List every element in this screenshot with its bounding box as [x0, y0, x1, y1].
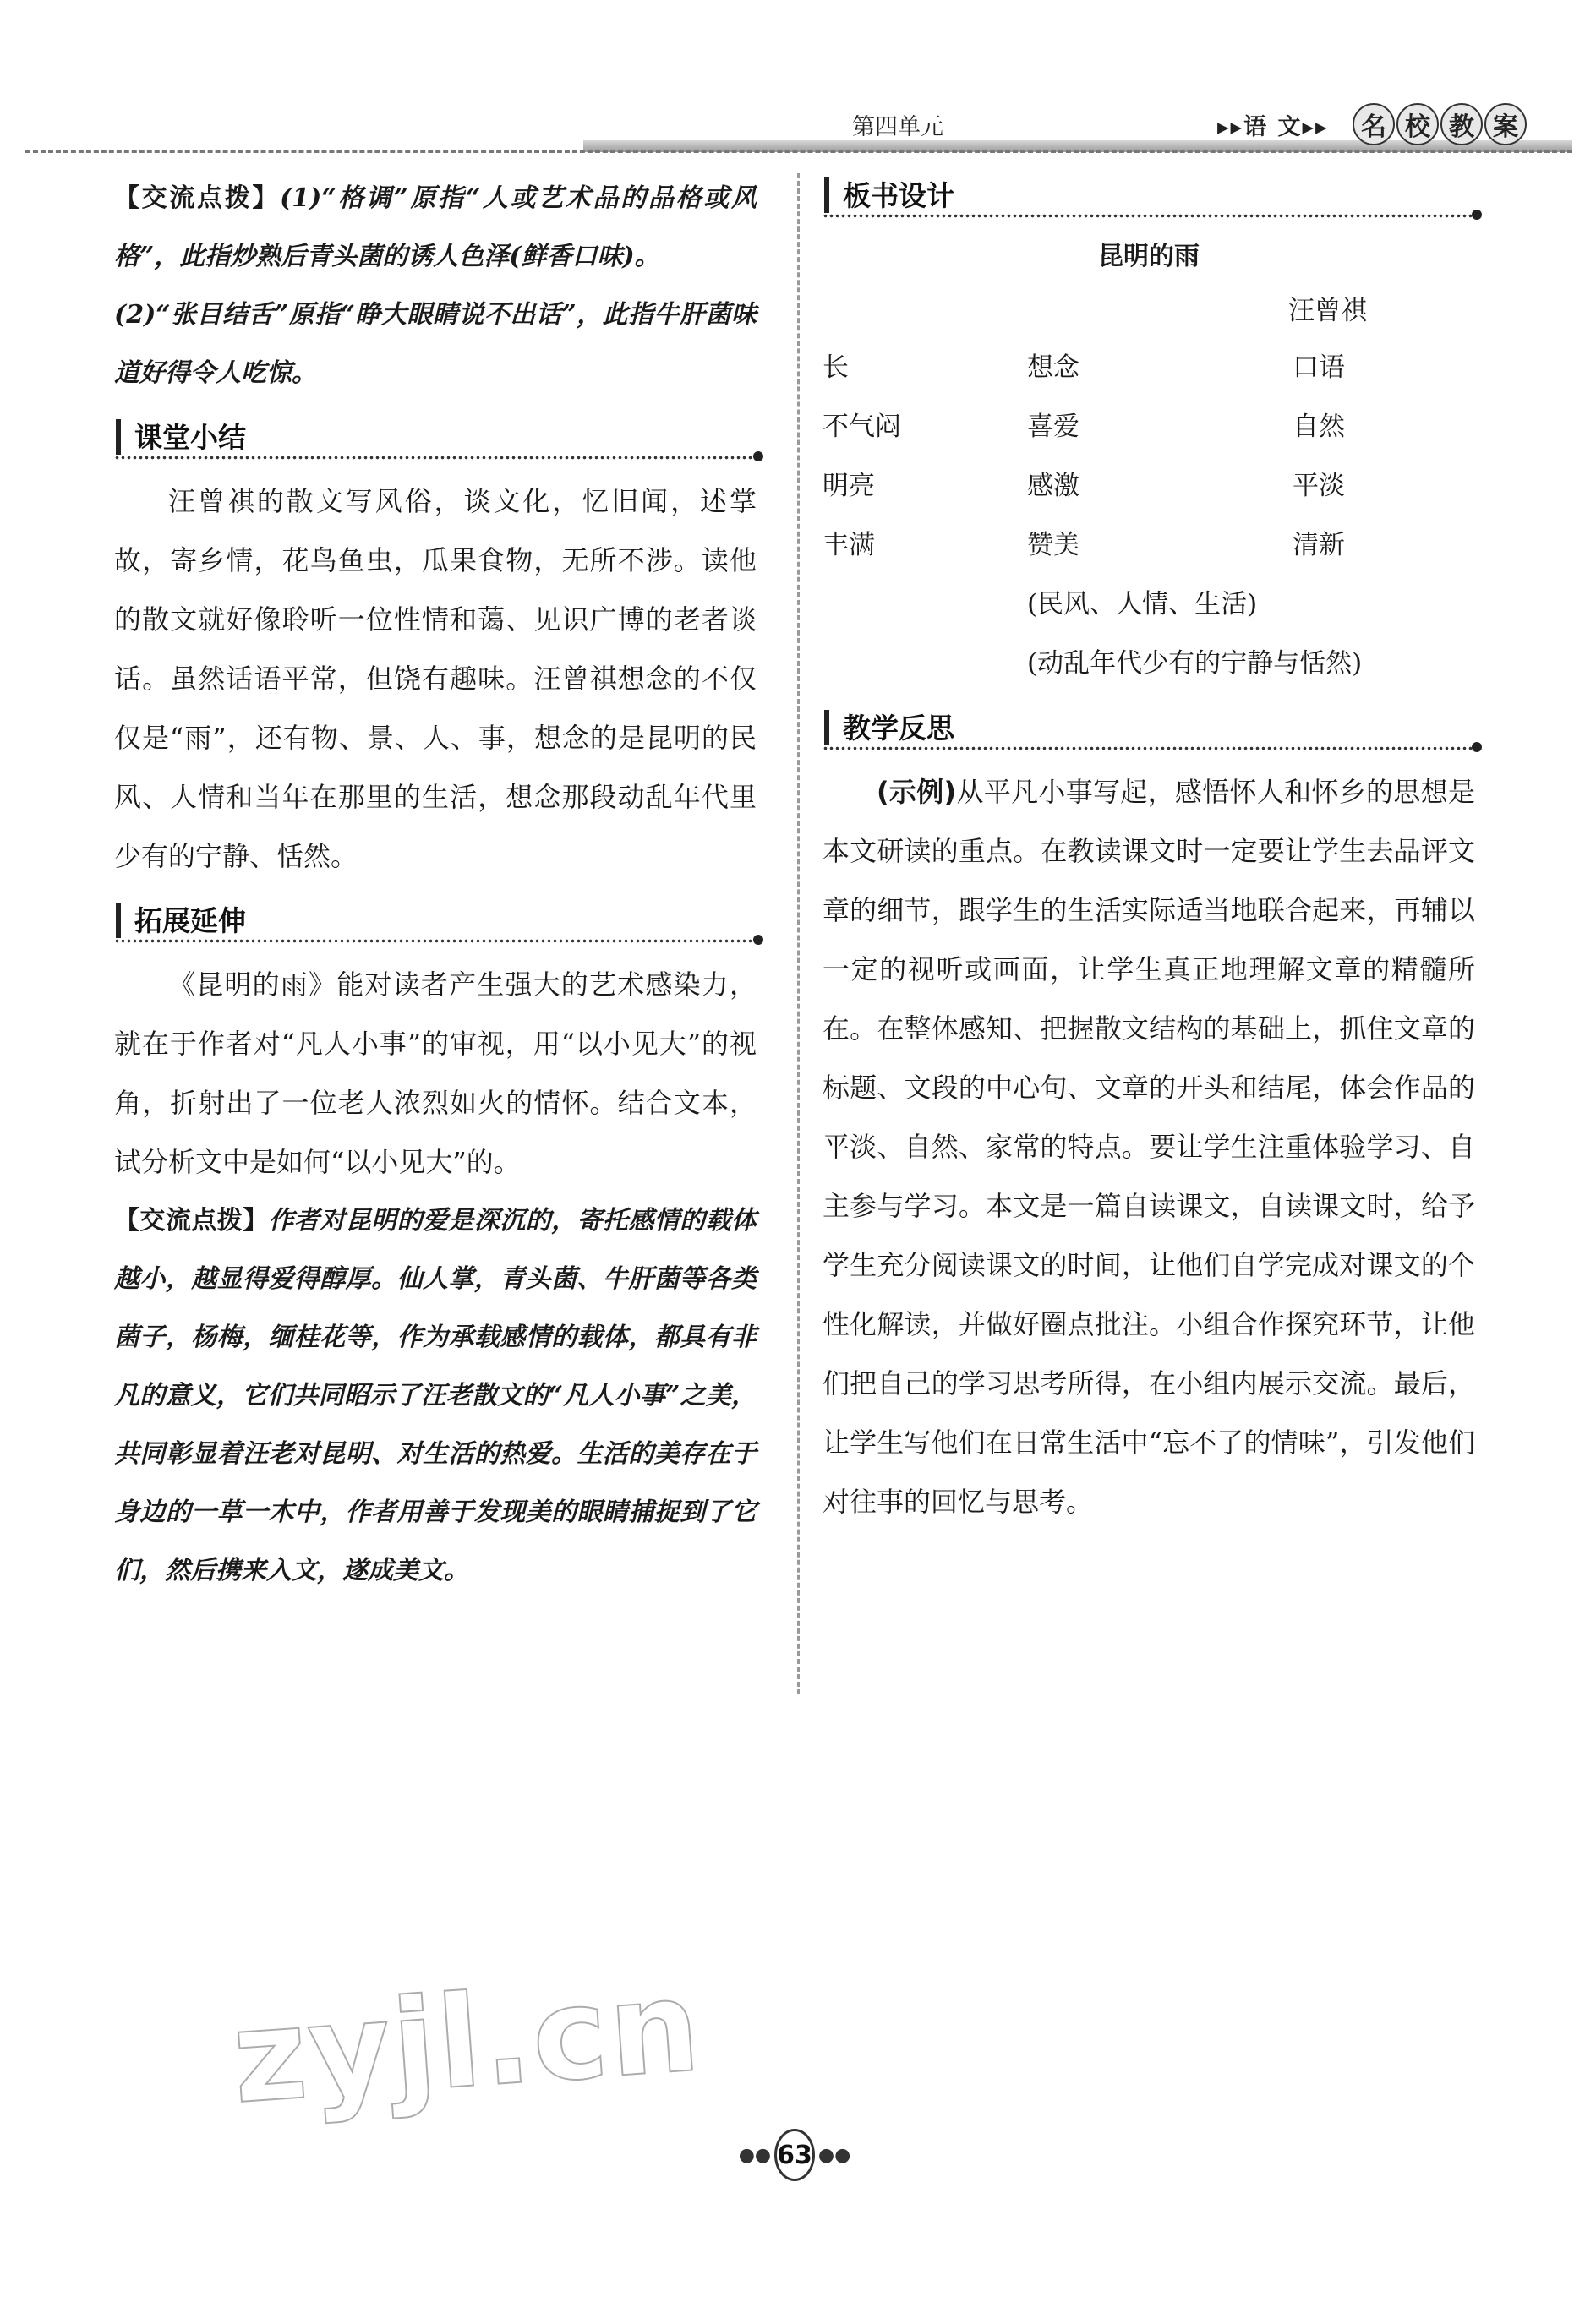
board-author: 汪曾祺: [1288, 296, 1367, 326]
tip-2: [114, 1192, 757, 1600]
section-dotted-line: [114, 455, 757, 461]
board-cell: 赞美: [1027, 530, 1079, 560]
section-extend-head: [114, 894, 757, 943]
section-reflect-title: 教学反思: [843, 712, 954, 745]
page-dots-right-icon: ●●: [817, 2144, 851, 2166]
page-number-badge: [738, 2125, 851, 2185]
board-cell: 感激: [1027, 471, 1079, 501]
right-column: [823, 169, 1475, 1531]
section-board-head: [823, 169, 1475, 218]
header-subject: ▸▸语 文▸▸: [1217, 114, 1329, 140]
section-summary-head: [114, 411, 757, 460]
page-dots-left-icon: ●●: [738, 2144, 772, 2166]
tip-2-text: 作者对昆明的爱是深沉的，寄托感情的载体越小，越显得爱得醇厚。仙人掌，青头菌、牛肝菌等各类菌子，杨梅，缅桂花等，作为承载感情的载体，都具有非凡的意义，它们共同昭示了汪老散文的“凡人小事”之美，共同彰显着汪老对昆明、对生活的热爱。生活的美存在于身边的一草一木中，作者用善于发现美的眼睛捕捉到了它们，然后携来入文，遂成美文。: [114, 1206, 757, 1585]
board-note-1: (民风、人情、生活): [1027, 589, 1258, 619]
board-cell: 明亮: [823, 471, 875, 501]
section-marker-bar: [824, 177, 829, 213]
watermark: zyjl.cn: [227, 1952, 707, 2133]
reflect-label: (示例): [877, 776, 957, 808]
header-dashed-rule: [25, 150, 1572, 153]
section-end-dot: [1472, 742, 1482, 752]
header-unit: 第四单元: [852, 114, 943, 140]
section-marker-bar: [116, 903, 121, 938]
board-lesson-title: 昆明的雨: [1098, 242, 1200, 271]
page-number: 63: [774, 2129, 815, 2181]
header-brand-logo: [1353, 103, 1527, 145]
brand-char-2: 校: [1396, 103, 1439, 145]
summary-paragraph: 汪曾祺的散文写风俗，谈文化，忆旧闻，述掌故，寄乡情，花鸟鱼虫，瓜果食物，无所不涉。读他的散文就好像聆听一位性情和蔼、见识广博的老者谈话。虽然话语平常，但饶有趣味。汪曾祺想念的不仅仅是“雨”，还有物、景、人、事，想念的是昆明的民风、人情和当年在那里的生活，想念那段动乱年代里少有的宁静、恬然。: [114, 485, 757, 872]
tip-2-label: 【交流点拨】: [114, 1206, 269, 1236]
board-cell: 长: [823, 352, 849, 383]
board-cell: 口语: [1293, 352, 1345, 383]
section-dotted-line: [823, 745, 1475, 752]
reflect-text: 从平凡小事写起，感悟怀人和怀乡的思想是本文研读的重点。在教读课文时一定要让学生去品评文章的细节，跟学生的生活实际适当地联合起来，再辅以一定的视听或画面，让学生真正地理解文章的精髓所在。在整体感知、把握散文结构的基础上，抓住文章的标题、文段的中心句、文章的开头和结尾，体会作品的平淡、自然、家常的特点。要让学生注重体验学习、自主参与学习。本文是一篇自读课文，自读课文时，给予学生充分阅读课文的时间，让他们自学完成对课文的个性化解读，并做好圈点批注。小组合作探究环节，让他们把自己的学习思考所得，在小组内展示交流。最后，让学生写他们在日常生活中“忘不了的情味”，引发他们对往事的回忆与思考。: [823, 776, 1475, 1518]
section-board-title: 板书设计: [843, 179, 954, 212]
board-cell: 不气闷: [823, 412, 901, 442]
section-end-dot: [1472, 210, 1482, 220]
brand-char-3: 教: [1440, 103, 1483, 145]
section-marker-bar: [116, 419, 121, 455]
tip-1-part-2: (2)“张目结舌”原指“睁大眼睛说不出话”，此指牛肝菌味道好得令人吃惊。: [114, 300, 757, 388]
section-summary-title: 课堂小结: [134, 421, 246, 454]
board-cell: 喜爱: [1027, 412, 1079, 442]
section-dotted-line: [823, 213, 1475, 220]
tip-1-part-1: (1)“格调”原指“人或艺术品的品格或风格”，此指炒熟后青头菌的诱人色泽(鲜香口味)。: [114, 183, 757, 271]
tip-1: [114, 169, 757, 286]
column-divider: [797, 173, 800, 1694]
section-dotted-line: [114, 938, 757, 945]
brand-char-1: 名: [1353, 103, 1395, 145]
left-column: [114, 169, 757, 1600]
tip-1-label: 【交流点拨】: [114, 183, 281, 213]
board-note-2: (动乱年代少有的宁静与恬然): [1027, 648, 1363, 679]
board-cell: 清新: [1293, 530, 1345, 560]
board-cell: 平淡: [1293, 471, 1345, 501]
board-cell: 丰满: [823, 530, 875, 560]
board-cell: 自然: [1293, 412, 1345, 442]
brand-char-4: 案: [1484, 103, 1527, 145]
section-end-dot: [753, 451, 763, 461]
section-extend-title: 拓展延伸: [134, 904, 246, 937]
extend-paragraph: 《昆明的雨》能对读者产生强大的艺术感染力，就在于作者对“凡人小事”的审视，用“以小见大”的视角，折射出了一位老人浓烈如火的情怀。结合文本，试分析文中是如何“以小见大”的。: [114, 968, 757, 1178]
section-reflect-head: [823, 701, 1475, 750]
board-grid: [823, 338, 1475, 575]
reflect-paragraph: [823, 762, 1475, 1531]
section-marker-bar: [824, 710, 829, 745]
board-cell: 想念: [1027, 352, 1079, 383]
section-end-dot: [753, 935, 763, 945]
